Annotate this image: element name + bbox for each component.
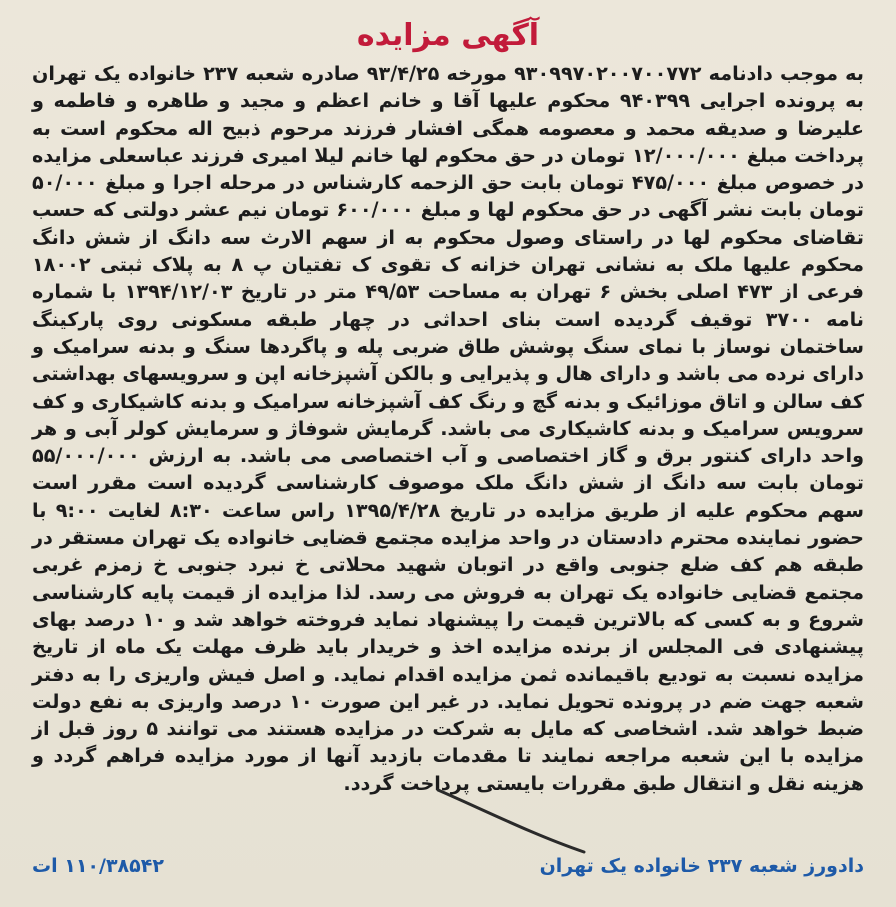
notice-code: ۱۱۰/۳۸۵۴۲ ات [32,855,164,877]
notice-title: آگهی مزایده [356,18,540,53]
auction-notice [14,10,882,899]
issuer-signature: دادورز شعبه ۲۳۷ خانواده یک تهران [539,855,864,877]
notice-footer [32,855,864,877]
notice-body: به موجب دادنامه ۹۳۰۹۹۷۰۲۰۰۷۰۰۷۷۲ مورخه ۹۳/۴/۲۵ صادره شعبه ۲۳۷ خانواده یک تهران به پرونده اجرایی ۹۴۰۳۹۹ محکوم علیها آقا و خانم اعظم و مجید و طاهره و فاطمه و علیرضا و صدیقه محمد و معصومه همگی افشار فرزند مرحوم ذبیح اله محکوم است به پرداخت مبلغ ۱۲/۰۰۰/۰۰۰ تومان در حق محکوم لها خانم لیلا امیری فرزند عباسعلی مزایده در خصوص مبلغ ۴۷۵/۰۰۰ تومان بابت حق الزحمه کارشناس در مرحله اجرا و مبلغ ۵۰/۰۰۰ تومان بابت نشر آگهی در حق محکوم لها و مبلغ ۶۰۰/۰۰۰ تومان نیم عشر دولتی که حسب تقاضای محکوم لها در راستای وصول محکوم به از سهم الارث سه دانگ از شش دانگ محکوم علیها ملک به نشانی تهران خزانه ک تقوی ک تفتیان پ ۸ به پلاک ثبتی ۱۸۰۰۲ فرعی از ۴۷۳ اصلی بخش ۶ تهران به مساحت ۴۹/۵۳ متر در تاریخ ۱۳۹۴/۱۲/۰۳ با شماره نامه ۳۷۰۰ توقیف گردیده است بنای احداثی در چهار طبقه مسکونی روی پارکینگ ساختمان نوساز با نمای سنگ پوشش طاق ضربی پله و پاگردها سنگ و بدنه سرامیک و دارای نرده می باشد و دارای هال و پذیرایی و بالکن آشپزخانه اپن و سرویسهای بهداشتی کف سالن و اتاق موزائیک و بدنه گچ و رنگ کف آشپزخانه سرامیک و بدنه کاشیکاری و کف سرویس سرامیک و بدنه کاشیکاری می باشد. گرمایش شوفاژ و سرمایش کولر آبی و هر واحد دارای کنتور برق و گاز اختصاصی و آب اختصاصی می باشد. به ارزش ۵۵/۰۰۰/۰۰۰ تومان بابت سه دانگ از شش دانگ ملک موصوف کارشناسی گردیده است مقرر است سهم محکوم علیه از طریق مزایده در تاریخ ۱۳۹۵/۴/۲۸ راس ساعت ۸:۳۰ لغایت ۹:۰۰ با حضور نماینده محترم دادستان در واحد مزایده مجتمع قضایی خانواده یک تهران مستقر در طبقه هم کف ضلع جنوبی واقع در اتوبان شهید محلاتی خ نبرد جنوبی خ زمزم غربی مجتمع قضایی خانواده یک تهران به فروش می رسد. لذا مزایده از قیمت پایه کارشناسی شروع و به کسی که بالاترین قیمت را پیشنهاد نماید فروخته خواهد شد و ۱۰ درصد بهای پیشنهادی فی المجلس از برنده مزایده اخذ و خریدار باید ظرف مهلت یک ماه از تاریخ مزایده نسبت به تودیع باقیمانده ثمن مزایده اقدام نماید. و اصل فیش واریزی را به دفتر شعبه جهت ضم در پرونده تحویل نماید. در غیر این صورت ۱۰ درصد واریزی به نفع دولت ضبط خواهد شد. اشخاصی که مایل به شرکت در مزایده هستند می توانند ۵ روز قبل از مزایده با این شعبه مراجعه نمایند تا مقدمات بازدید آنها از مورد مزایده فراهم گردد و هزینه نقل و انتقال طبق مقررات بایستی پرداخت گردد. [32,62,865,795]
